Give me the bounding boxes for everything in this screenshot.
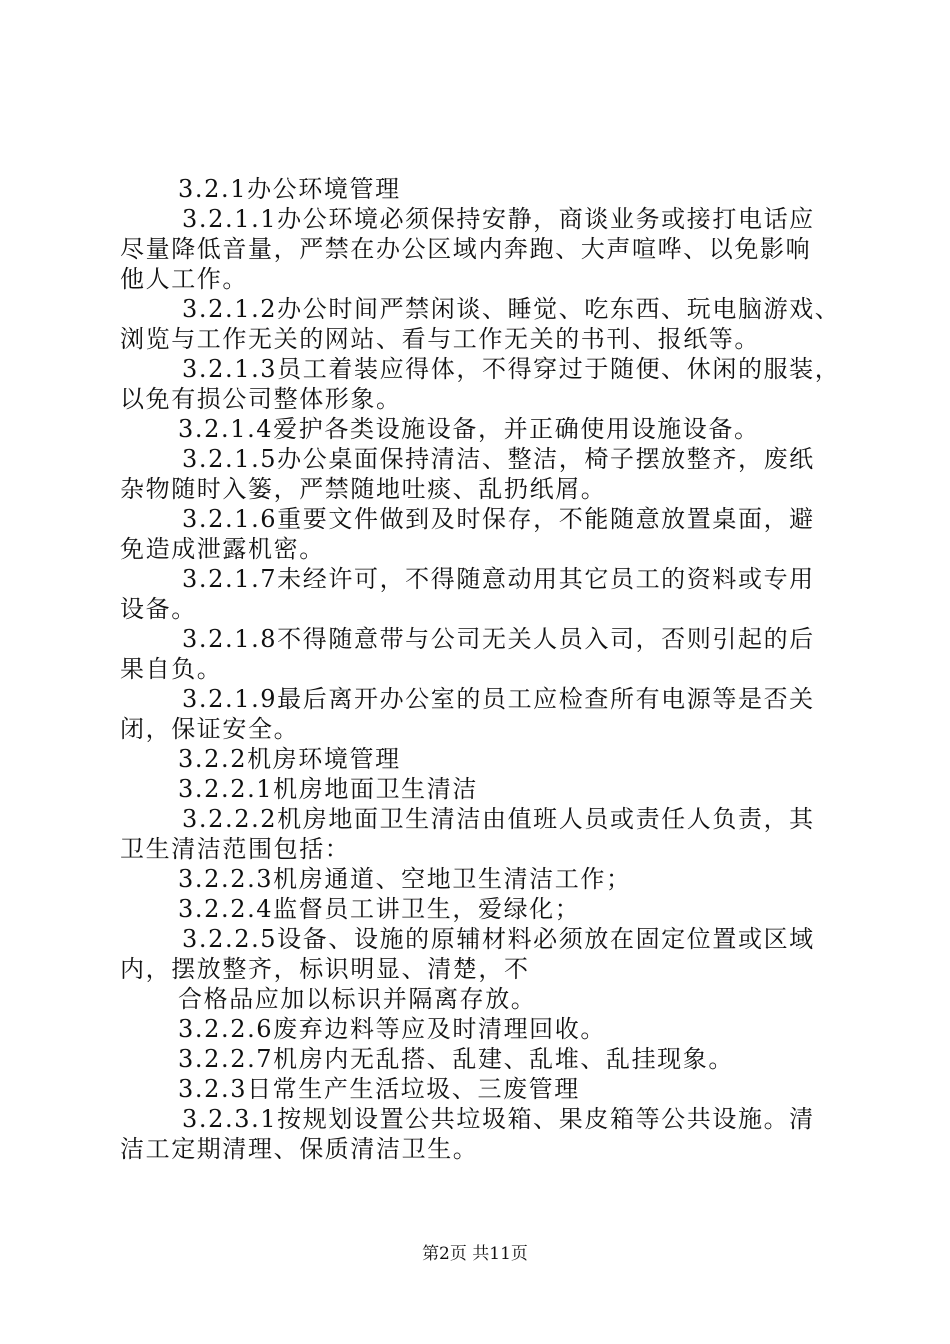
text-line: 3.2.1.4爱护各类设施设备，并正确使用设施设备。 <box>178 415 760 443</box>
text-line: 合格品应加以标识并隔离存放。 <box>178 985 537 1013</box>
text-line: 他人工作。 <box>120 265 248 293</box>
page-footer: 第2页 共11页 <box>422 1244 528 1264</box>
text-line: 3.2.3.1按规划设置公共垃圾箱、果皮箱等公共设施。清 <box>182 1105 815 1133</box>
text-line: 3.2.1.2办公时间严禁闲谈、睡觉、吃东西、玩电脑游戏、 <box>182 295 841 323</box>
text-line: 3.2.2.3机房通道、空地卫生清洁工作； <box>178 865 632 893</box>
text-line: 设备。 <box>120 595 197 623</box>
document-body <box>120 174 840 1164</box>
text-line: 3.2.1.5办公桌面保持清洁、整洁，椅子摆放整齐，废纸 <box>182 445 815 473</box>
text-line: 卫生清洁范围包括： <box>120 835 351 863</box>
text-line: 3.2.1.8不得随意带与公司无关人员入司，否则引起的后 <box>182 625 815 653</box>
text-line: 尽量降低音量，严禁在办公区域内奔跑、大声喧哗、以免影响 <box>120 235 812 263</box>
text-line: 3.2.2.6废弃边料等应及时清理回收。 <box>178 1015 606 1043</box>
text-line: 3.2.1.6重要文件做到及时保存，不能随意放置桌面，避 <box>182 505 815 533</box>
text-line: 果自负。 <box>120 655 223 683</box>
text-line: 杂物随时入篓，严禁随地吐痰、乱扔纸屑。 <box>120 475 607 503</box>
text-line: 3.2.3日常生产生活垃圾、三废管理 <box>178 1075 580 1103</box>
text-line: 3.2.2.4监督员工讲卫生，爱绿化； <box>178 895 581 923</box>
text-line: 3.2.2.1机房地面卫生清洁 <box>178 775 478 803</box>
text-line: 3.2.1.7未经许可，不得随意动用其它员工的资料或专用 <box>182 565 815 593</box>
text-line: 3.2.1.9最后离开办公室的员工应检查所有电源等是否关 <box>182 685 815 713</box>
text-line: 免造成泄露机密。 <box>120 535 325 563</box>
text-line: 闭，保证安全。 <box>120 715 300 743</box>
text-line: 3.2.1办公环境管理 <box>178 175 401 203</box>
text-line: 以免有损公司整体形象。 <box>120 385 402 413</box>
text-line: 3.2.2.5设备、设施的原辅材料必须放在固定位置或区域 <box>182 925 815 953</box>
text-line: 3.2.1.1办公环境必须保持安静，商谈业务或接打电话应 <box>182 205 815 233</box>
text-line: 洁工定期清理、保质清洁卫生。 <box>120 1135 479 1163</box>
text-line: 3.2.1.3员工着装应得体，不得穿过于随便、休闲的服装， <box>182 355 841 383</box>
text-line: 3.2.2.2机房地面卫生清洁由值班人员或责任人负责，其 <box>182 805 815 833</box>
text-line: 3.2.2机房环境管理 <box>178 745 401 773</box>
text-line: 浏览与工作无关的网站、看与工作无关的书刊、报纸等。 <box>120 325 760 353</box>
text-line: 内，摆放整齐，标识明显、清楚，不 <box>120 955 530 983</box>
text-line: 3.2.2.7机房内无乱搭、乱建、乱堆、乱挂现象。 <box>178 1045 734 1073</box>
